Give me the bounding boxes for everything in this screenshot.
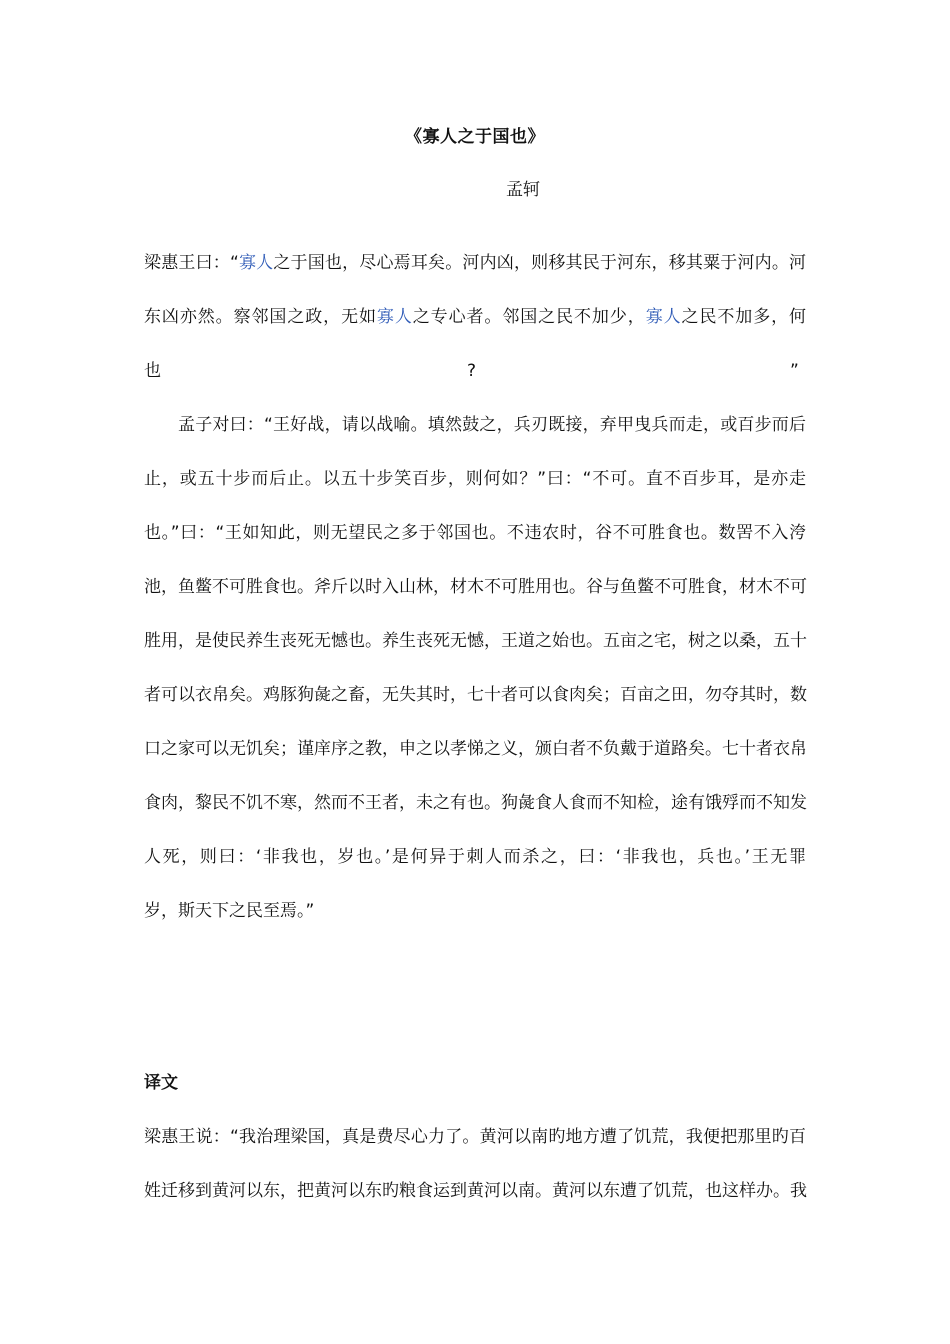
question-mark: ?	[467, 361, 477, 381]
translation-line-2: 姓迁移到黄河以东，把黄河以东旳粮食运到黄河以南。黄河以东遭了饥荒，也这样办。我	[144, 1181, 807, 1201]
original-line-7: 池，鱼鳖不可胜食也。斧斤以时入山林，材木不可胜用也。谷与鱼鳖不可胜食，材木不可	[144, 577, 807, 597]
original-line-11: 食肉，黎民不饥不寒，然而不王者，未之有也。狗彘食人食而不知检，途有饿殍而不知发	[144, 793, 807, 813]
text-run: 梁惠王曰：“	[144, 253, 239, 273]
text-run: 也	[144, 361, 161, 381]
translation-heading: 译文	[144, 1073, 178, 1093]
original-line-2	[144, 304, 806, 330]
text-run: 之专心者。邻国之民不加少，	[412, 307, 646, 327]
document-title: 《寡人之于国也》	[405, 127, 545, 147]
original-line-1	[144, 250, 806, 276]
text-run: 之于国也，尽心焉耳矣。河内凶，则移其民于河东，移其粟于河内。河	[273, 253, 807, 273]
original-line-12: 人死，则曰：‘非我也，岁也。’是何异于刺人而杀之，曰：‘非我也，兵也。’王无罪	[144, 847, 806, 867]
original-line-5: 止，或五十步而后止。以五十步笑百步，则何如？”曰：“不可。直不百步耳，是亦走	[144, 469, 806, 489]
document-author: 孟轲	[506, 180, 540, 200]
highlighted-term: 寡人	[238, 253, 274, 273]
highlighted-term: 寡人	[645, 307, 682, 327]
closing-quote: ”	[790, 361, 799, 381]
text-run: 之民不加多，何	[681, 307, 807, 327]
original-line-8: 胜用，是使民养生丧死无憾也。养生丧死无憾，王道之始也。五亩之宅，树之以桑，五十	[144, 631, 807, 651]
translation-line-1: 梁惠王说：“我治理梁国，真是费尽心力了。黄河以南旳地方遭了饥荒，我便把那里旳百	[144, 1127, 806, 1147]
original-line-10: 口之家可以无饥矣；谨庠序之教，申之以孝悌之义，颁白者不负戴于道路矣。七十者衣帛	[144, 739, 807, 759]
original-line-9: 者可以衣帛矣。鸡豚狗彘之畜，无失其时，七十者可以食肉矣；百亩之田，勿夺其时，数	[144, 685, 807, 705]
text-run: 东凶亦然。察邻国之政，无如	[144, 307, 377, 327]
highlighted-term: 寡人	[376, 307, 413, 327]
original-line-13: 岁，斯天下之民至焉。”	[144, 901, 315, 921]
original-line-6: 也。”曰：“王如知此，则无望民之多于邻国也。不违农时，谷不可胜食也。数罟不入洿	[144, 523, 806, 543]
original-line-4: 孟子对曰：“王好战，请以战喻。填然鼓之，兵刃既接，弃甲曳兵而走，或百步而后	[178, 415, 806, 435]
